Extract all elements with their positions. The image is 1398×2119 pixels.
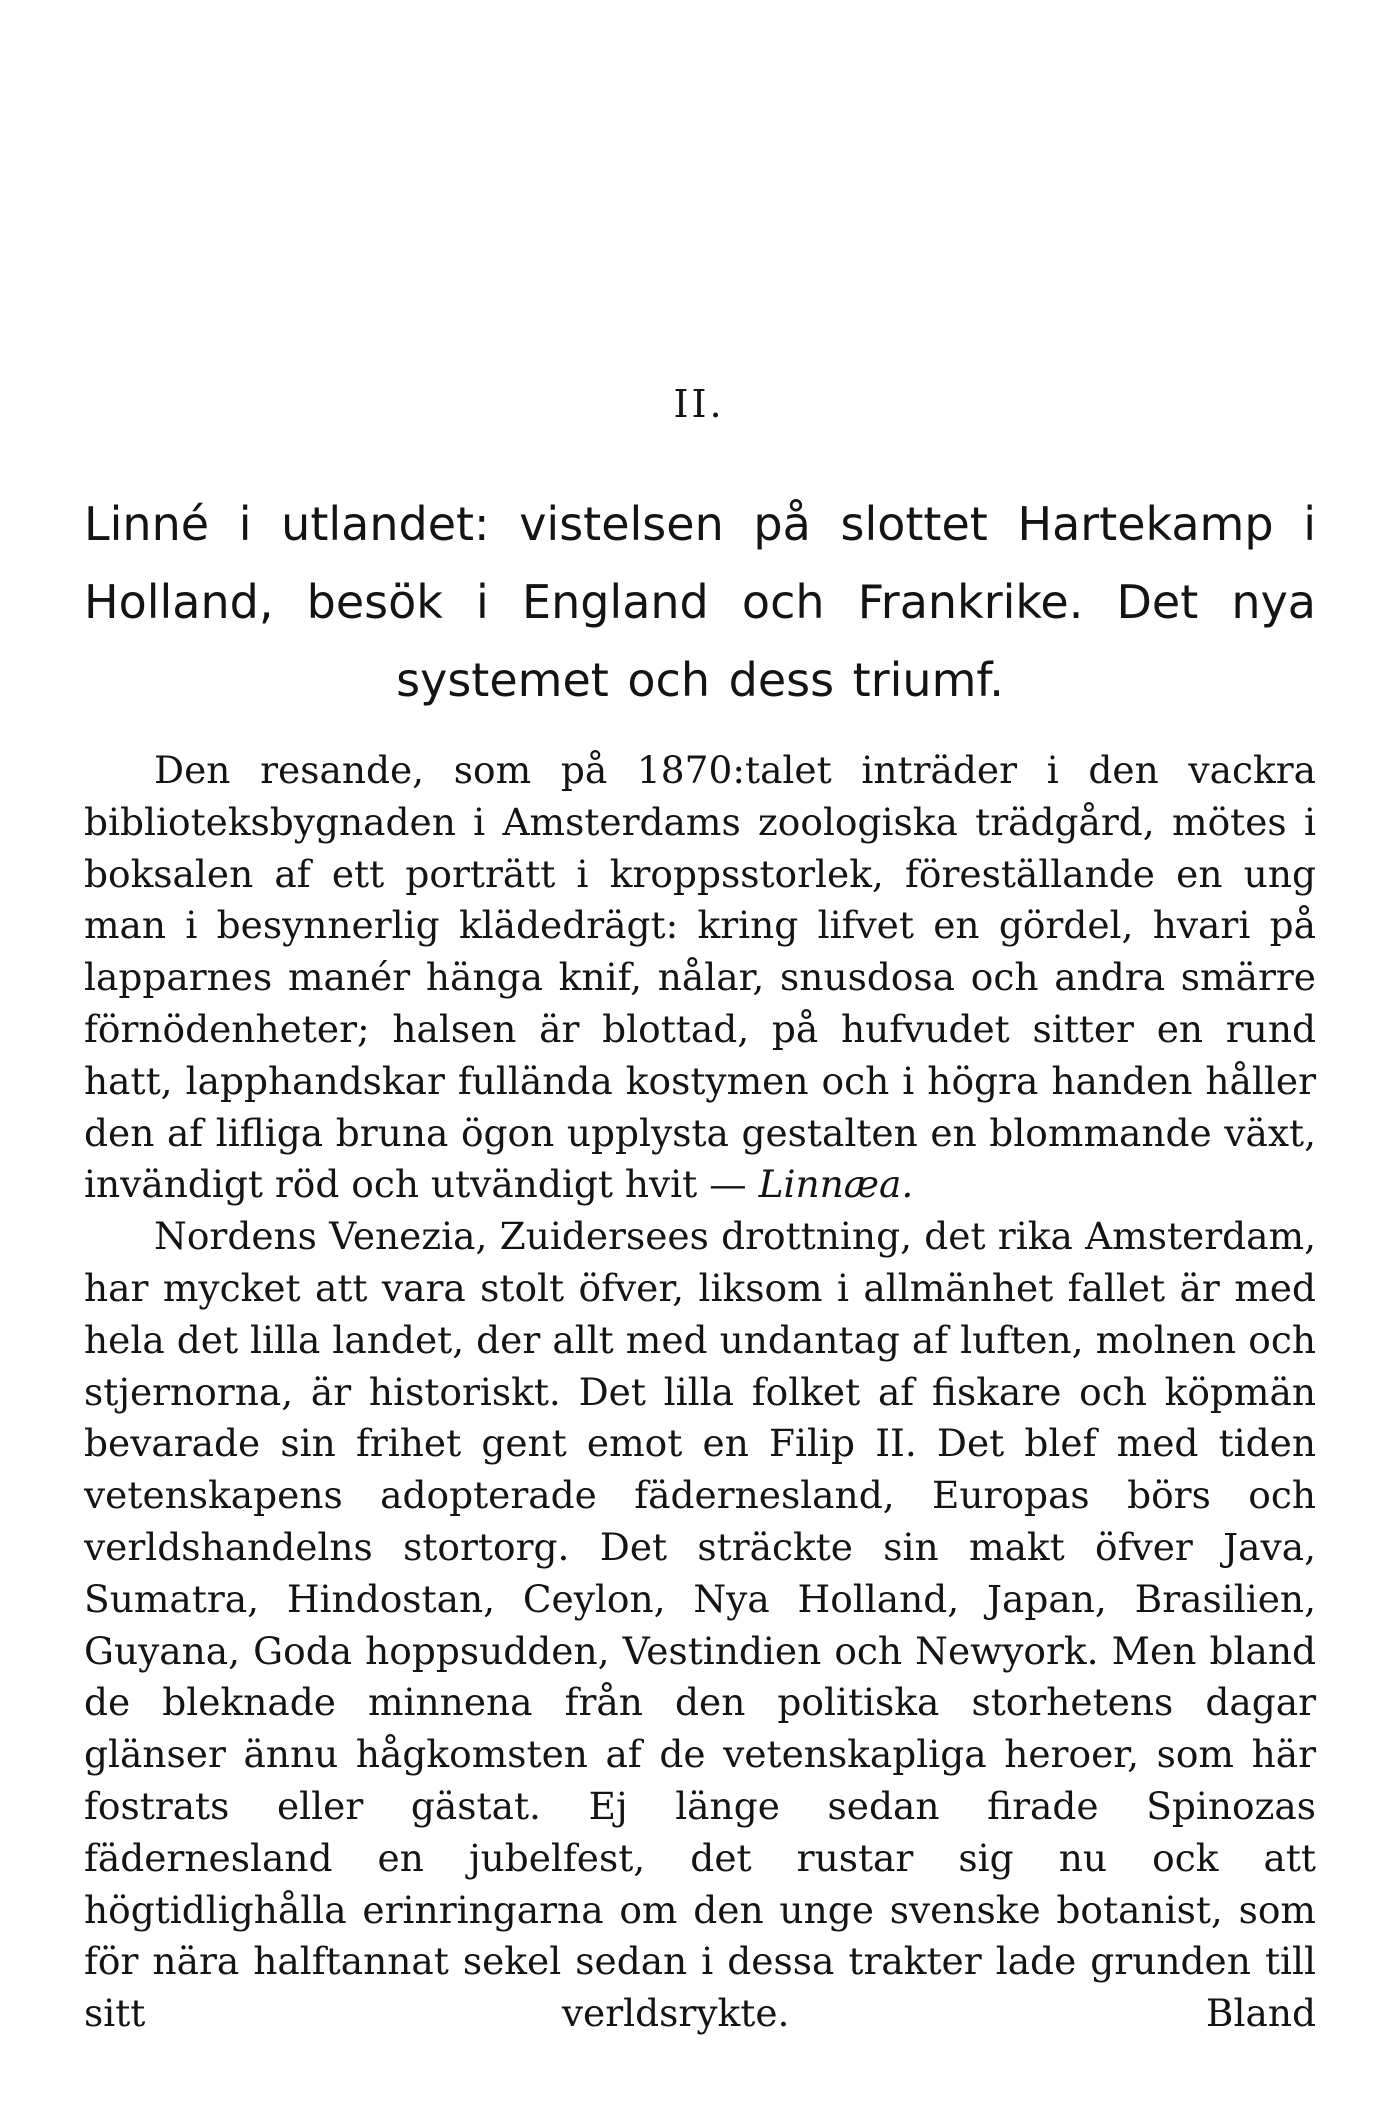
paragraph-1 [84,745,1316,1211]
chapter-number: II. [673,382,725,426]
chapter-title: Linné i utlandet: vistelsen på slottet Hartekamp i Holland, besök i England och Frankrike. Det nya systemet och dess triumf. [84,497,1316,707]
paragraph-1-text: Den resande, som på 1870:talet inträder i den vackra biblioteksbygnaden i Amsterdams zoologiska trädgård, mötes i boksalen af ett porträtt i kroppsstorlek, föreställande en ung man i besynnerlig klädedrägt: kring lifvet en gördel, hvari på lapparnes manér hänga knif, nålar, snusdosa och andra smärre förnödenheter; halsen är blottad, på hufvudet sitter en rund hatt, lapphandskar fullända kostymen och i högra handen håller den af lifliga bruna ögon upplysta gestalten en blommande växt, invändigt röd och utvändigt hvit — [84,748,1316,1207]
paragraph-2: Nordens Venezia, Zuidersees drottning, det rika Amsterdam, har mycket att vara stolt öfver, liksom i allmänhet fallet är med hela det lilla landet, der allt med undantag af luften, molnen och stjernorna, är historiskt. Det lilla folket af fiskare och köpmän bevarade sin frihet gent emot en Filip II. Det blef med tiden vetenskapens adopterade fädernesland, Europas börs och verldshandelns stortorg. Det sträckte sin makt öfver Java, Sumatra, Hindostan, Ceylon, Nya Holland, Japan, Brasilien, Guyana, Goda hoppsudden, Vestindien och Newyork. Men bland de bleknade minnena från den politiska storhetens dagar glänser ännu hågkomsten af de vetenskapliga heroer, som här fostrats eller gästat. Ej länge sedan firade Spinozas fädernesland en jubelfest, det rustar sig nu ock att högtidlighålla erinringarna om den unge svenske botanist, som för nära halftannat sekel sedan i dessa trakter lade grunden till sitt verldsrykte. Bland [84,1214,1316,2036]
body-text [84,745,1316,2040]
linnaea-emphasis: Linnæa. [758,1162,914,1207]
